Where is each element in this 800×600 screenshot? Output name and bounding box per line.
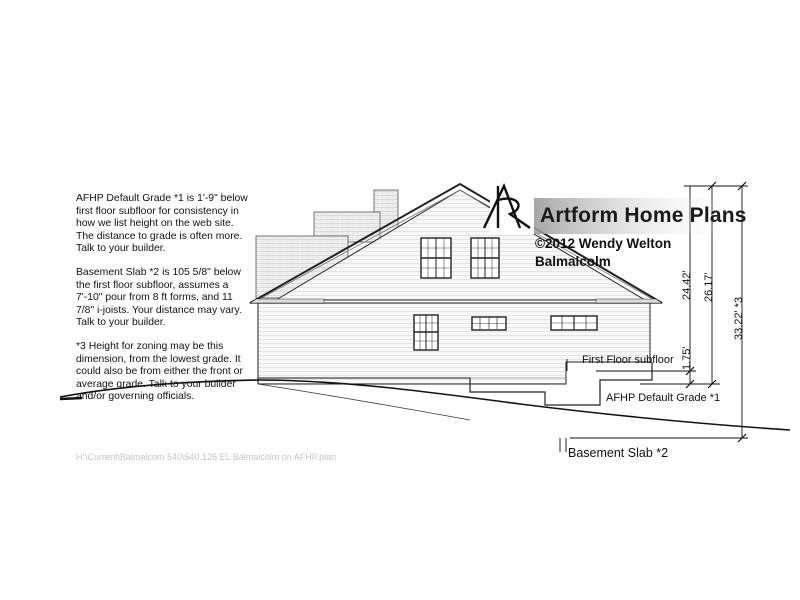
dimension-24-42: 24.42' [681,270,693,300]
label-default-grade: AFHP Default Grade *1 [606,392,721,404]
dimension-1-75: 1.75' [681,346,693,370]
note-default-grade: AFHP Default Grade *1 is 1'-9" below first floor subfloor for consistency in how we list height on the web site. The distance to grade is often more. Talk to your builder. [76,193,248,255]
transom-window-right [551,316,597,330]
transom-window-middle [472,317,506,330]
note-basement-slab: Basement Slab *2 is 105 5/8" below the first floor subfloor, assumes a 7'-10" pour from 8 ft forms, and 11 7/8" i-joists. Your distance may vary. Talk to your builder. [76,266,242,329]
house-wall [258,303,650,384]
file-path: H:\Current\Balmalcom 540\540.126 EL Balmalcolm on AFHP.plan [76,452,337,462]
notes-panel [76,193,248,404]
label-basement-slab: Basement Slab *2 [568,446,669,460]
dimension-33-22: 33.22' *3 [733,296,745,340]
dimension-26-17: 26.17' [703,272,715,302]
note-zoning-height: *3 Height for zoning may be this dimension, from the lowest grade. It could also be from either the front or average grade. Talk to your builder and/or governing officials. [76,340,243,403]
attic-window-left [421,238,451,278]
main-floor-window [414,315,438,350]
plan-name: Balmalcolm [535,254,611,269]
attic-window-right [471,238,499,278]
label-first-floor-subfloor: First Floor subfloor [582,354,674,366]
copyright-line: ©2012 Wendy Welton [535,236,672,251]
copyright-block [535,235,671,271]
brand-name: Artform Home Plans [540,204,747,227]
